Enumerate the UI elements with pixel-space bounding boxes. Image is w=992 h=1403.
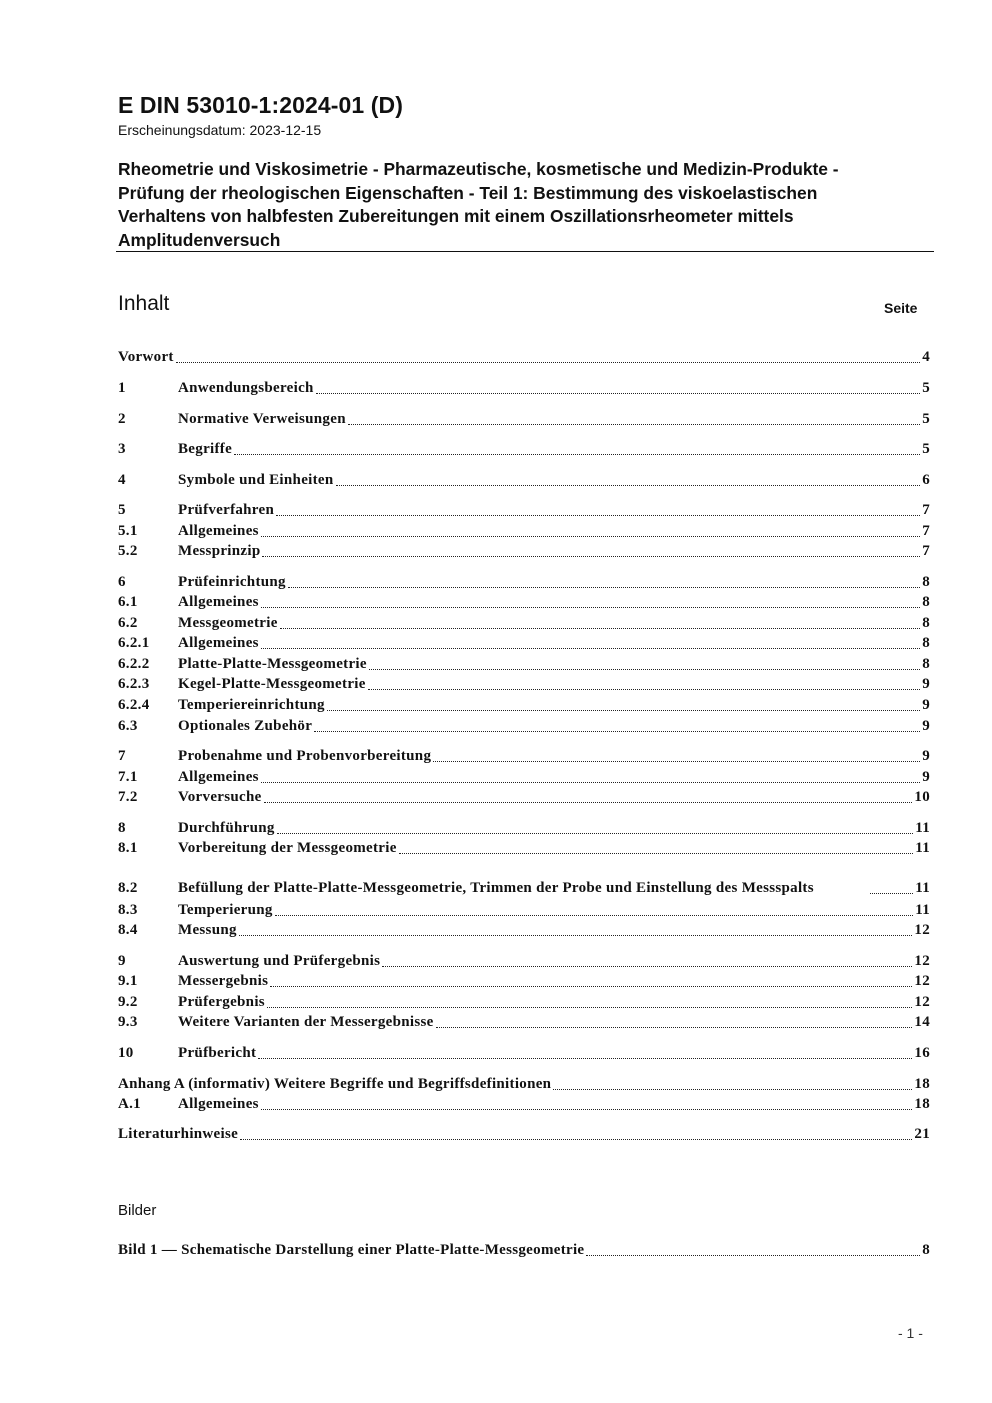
toc-entry-page: 11 (915, 880, 930, 896)
toc-entry-title: Begriffe (178, 441, 233, 457)
toc-entry-number: 3 (118, 441, 126, 457)
toc-entry-title: Probenahme und Probenvorbereitung (178, 748, 432, 764)
toc-entry-page: 9 (922, 769, 930, 785)
title-divider (116, 251, 934, 252)
toc-entry-number: 7.1 (118, 769, 138, 785)
toc-entry-title: Auswertung und Prüfergebnis (178, 953, 381, 969)
toc-entry-title: Allgemeines (178, 769, 259, 785)
toc-entry-title: Symbole und Einheiten (178, 472, 334, 488)
toc-entry-leader-dots (288, 587, 920, 588)
toc-entry-page: 4 (922, 349, 930, 365)
toc-entry-leader-dots (267, 1007, 912, 1008)
toc-entry-title: Prüfergebnis (178, 994, 265, 1010)
toc-entry[interactable] (118, 901, 930, 920)
toc-entry[interactable] (118, 573, 930, 592)
toc-entry-page: 12 (914, 994, 930, 1010)
toc-entry-number: 1 (118, 380, 126, 396)
toc-entry-page: 9 (922, 676, 930, 692)
toc-entry-leader-dots (316, 393, 921, 394)
toc-entry-leader-dots (261, 1109, 913, 1110)
toc-entry-page: 10 (914, 789, 930, 805)
toc-entry-leader-dots (262, 556, 920, 557)
toc-entry-page: 8 (922, 615, 930, 631)
toc-entry[interactable] (118, 952, 930, 971)
toc-entry-title: Optionales Zubehör (178, 718, 313, 734)
toc-entry-number: 7.2 (118, 789, 138, 805)
toc-entry-page: 16 (914, 1045, 930, 1061)
toc-entry-leader-dots (436, 1027, 913, 1028)
toc-entry-title: Anhang A (informativ) Weitere Begriffe und Begriffsdefinitionen (118, 1076, 552, 1092)
toc-entry[interactable] (118, 696, 930, 715)
toc-entry-page: 5 (922, 380, 930, 396)
toc-entry[interactable] (118, 675, 930, 694)
toc-entry-title: Allgemeines (178, 635, 259, 651)
toc-entry-number: 9.2 (118, 994, 138, 1010)
toc-entry-page: 12 (914, 973, 930, 989)
toc-entry-title: Befüllung der Platte-Platte-Messgeometrie, Trimmen der Probe und Einstellung des Messspalts (178, 880, 814, 896)
toc-entry-page: 7 (922, 543, 930, 559)
toc-entry-number: 8.2 (118, 880, 138, 896)
toc-entry-page: 8 (922, 574, 930, 590)
toc-entry-number: 6.2 (118, 615, 138, 631)
toc-entry-leader-dots (553, 1089, 912, 1090)
toc-entry-page: 18 (914, 1076, 930, 1092)
document-title: Rheometrie und Viskosimetrie - Pharmazeutische, kosmetische und Medizin-Produkte - Prüfung der rheologischen Eigenschaften - Teil 1: Bestimmung des viskoelastischen Verhaltens von halbfesten Zubereitungen mit einem Oszillationsrheometer mittels Amplitudenversuch (118, 159, 839, 250)
toc-entry[interactable] (118, 410, 930, 429)
figures-heading: Bilder (118, 1202, 157, 1219)
toc-entry-page: 11 (915, 902, 930, 918)
toc-entry-number: 6.2.1 (118, 635, 150, 651)
figures-entry-leader-dots (586, 1255, 920, 1256)
toc-entry-number: 6 (118, 574, 126, 590)
toc-entry-number: 9.1 (118, 973, 138, 989)
toc-entry[interactable] (118, 379, 930, 398)
toc-entry-leader-dots (348, 424, 920, 425)
toc-entry-leader-dots (336, 485, 921, 486)
toc-entry-number: 7 (118, 748, 126, 764)
toc-entry[interactable] (118, 788, 930, 807)
toc-entry-title: Normative Verweisungen (178, 411, 346, 427)
toc-entry[interactable] (118, 921, 930, 940)
toc-entry[interactable] (118, 860, 930, 898)
toc-entry-number: 10 (118, 1045, 134, 1061)
toc-entry-page: 7 (922, 523, 930, 539)
toc-entry-title: Allgemeines (178, 594, 259, 610)
toc-entry[interactable] (118, 655, 930, 674)
toc-entry-title: Messgeometrie (178, 615, 278, 631)
toc-entry-leader-dots (261, 607, 920, 608)
toc-entry-leader-dots (270, 986, 912, 987)
toc-entry-number: 8.4 (118, 922, 138, 938)
toc-entry-leader-dots (176, 362, 920, 363)
toc-entry-page: 8 (922, 594, 930, 610)
document-id: E DIN 53010-1:2024-01 (D) (118, 92, 404, 118)
toc-entry[interactable] (118, 819, 930, 838)
toc-entry-title: Weitere Varianten der Messergebnisse (178, 1014, 434, 1030)
toc-entry-title: Literaturhinweise (118, 1126, 239, 1142)
toc-entry-leader-dots (261, 536, 920, 537)
toc-entry[interactable] (118, 747, 930, 766)
toc-entry-leader-dots (240, 1139, 912, 1140)
toc-entry-page: 12 (914, 953, 930, 969)
toc-entry-page: 9 (922, 697, 930, 713)
toc-entry-leader-dots (870, 893, 913, 894)
toc-entry-title: Prüfbericht (178, 1045, 257, 1061)
toc-entry-page: 5 (922, 411, 930, 427)
figures-entry[interactable] (118, 1241, 930, 1260)
figures-entry-page: 8 (922, 1242, 930, 1258)
toc-entry[interactable] (118, 634, 930, 653)
toc-entry-number: 6.1 (118, 594, 138, 610)
toc-entry-number: 6.2.3 (118, 676, 150, 692)
toc-entry-number: 8.3 (118, 902, 138, 918)
toc-entry-leader-dots (276, 515, 920, 516)
toc-entry-leader-dots (327, 710, 920, 711)
toc-entry-page: 9 (922, 748, 930, 764)
toc-entry-number: 9 (118, 953, 126, 969)
toc-entry-leader-dots (258, 1058, 912, 1059)
toc-entry-leader-dots (280, 628, 921, 629)
toc-entry-title: Messprinzip (178, 543, 261, 559)
toc-entry[interactable] (118, 1125, 930, 1144)
toc-entry[interactable] (118, 1075, 930, 1094)
toc-entry-page: 14 (914, 1014, 930, 1030)
toc-entry-leader-dots (261, 648, 920, 649)
toc-entry-leader-dots (239, 935, 913, 936)
toc-entry[interactable] (118, 522, 930, 541)
toc-entry-leader-dots (261, 782, 920, 783)
toc-entry-leader-dots (382, 966, 912, 967)
toc-entry-title: Messung (178, 922, 237, 938)
toc-entry-page: 5 (922, 441, 930, 457)
toc-entry-title: Allgemeines (178, 1096, 259, 1112)
toc-entry-leader-dots (234, 454, 920, 455)
publication-date: Erscheinungsdatum: 2023-12-15 (118, 122, 322, 138)
toc-entry-number: 6.2.2 (118, 656, 150, 672)
toc-entry-page: 6 (922, 472, 930, 488)
page-number: - 1 - (898, 1325, 923, 1341)
toc-entry[interactable] (118, 501, 930, 520)
toc-entry-number: 4 (118, 472, 126, 488)
toc-entry-number: 5.2 (118, 543, 138, 559)
toc-heading: Inhalt (118, 292, 170, 315)
toc-entry-title: Anwendungsbereich (178, 380, 314, 396)
toc-entry-title: Durchführung (178, 820, 275, 836)
toc-entry[interactable] (118, 1013, 930, 1032)
toc-entry[interactable] (118, 993, 930, 1012)
toc-entry-page: 18 (914, 1096, 930, 1112)
toc-entry-page: 11 (915, 820, 930, 836)
toc-entry-title: Prüfeinrichtung (178, 574, 286, 590)
toc-entry-title: Temperierung (178, 902, 273, 918)
toc-entry-title: Vorversuche (178, 789, 262, 805)
toc-entry-leader-dots (264, 802, 913, 803)
toc-entry[interactable] (118, 440, 930, 459)
toc-entry-title: Temperiereinrichtung (178, 697, 325, 713)
toc-entry-title: Vorwort (118, 349, 174, 365)
toc-entry-title: Platte-Platte-Messgeometrie (178, 656, 367, 672)
toc-entry-title: Messergebnis (178, 973, 269, 989)
toc-entry[interactable] (118, 717, 930, 736)
toc-entry-leader-dots (314, 731, 920, 732)
toc-entry-page: 12 (914, 922, 930, 938)
toc-entry-page: 8 (922, 656, 930, 672)
toc-entry[interactable] (118, 471, 930, 490)
toc-entry-number: 6.3 (118, 718, 138, 734)
toc-entry[interactable] (118, 1044, 930, 1063)
toc-entry[interactable] (118, 614, 930, 633)
toc-entry-number: 5 (118, 502, 126, 518)
figures-entry-title: Bild 1 — Schematische Darstellung einer Platte-Platte-Messgeometrie (118, 1242, 585, 1258)
toc-entry-leader-dots (399, 853, 914, 854)
toc-entry-number: 9.3 (118, 1014, 138, 1030)
toc-entry-title: Vorbereitung der Messgeometrie (178, 840, 397, 856)
toc-entry[interactable] (118, 542, 930, 561)
toc-entry-page: 11 (915, 840, 930, 856)
toc-page-column-label: Seite (884, 300, 918, 316)
toc-entry-number: 6.2.4 (118, 697, 150, 713)
toc-entry-title: Prüfverfahren (178, 502, 275, 518)
toc-entry[interactable] (118, 768, 930, 787)
toc-entry-page: 7 (922, 502, 930, 518)
toc-entry-number: A.1 (118, 1096, 141, 1112)
toc-entry[interactable] (118, 972, 930, 991)
toc-entry[interactable] (118, 839, 930, 858)
toc-entry-number: 8 (118, 820, 126, 836)
toc-entry-number: 5.1 (118, 523, 138, 539)
toc-entry-title: Allgemeines (178, 523, 259, 539)
toc-entry-leader-dots (275, 915, 914, 916)
toc-entry-page: 8 (922, 635, 930, 651)
toc-entry-page: 9 (922, 718, 930, 734)
toc-entry-number: 2 (118, 411, 126, 427)
toc-entry-page: 21 (914, 1126, 930, 1142)
toc-entry[interactable] (118, 348, 930, 367)
toc-entry-leader-dots (369, 669, 920, 670)
toc-entry-leader-dots (368, 689, 920, 690)
toc-entry-leader-dots (277, 833, 914, 834)
toc-entry-number: 8.1 (118, 840, 138, 856)
toc-entry-leader-dots (433, 761, 920, 762)
toc-entry[interactable] (118, 593, 930, 612)
toc-entry-title: Kegel-Platte-Messgeometrie (178, 676, 366, 692)
toc-entry[interactable] (118, 1095, 930, 1114)
